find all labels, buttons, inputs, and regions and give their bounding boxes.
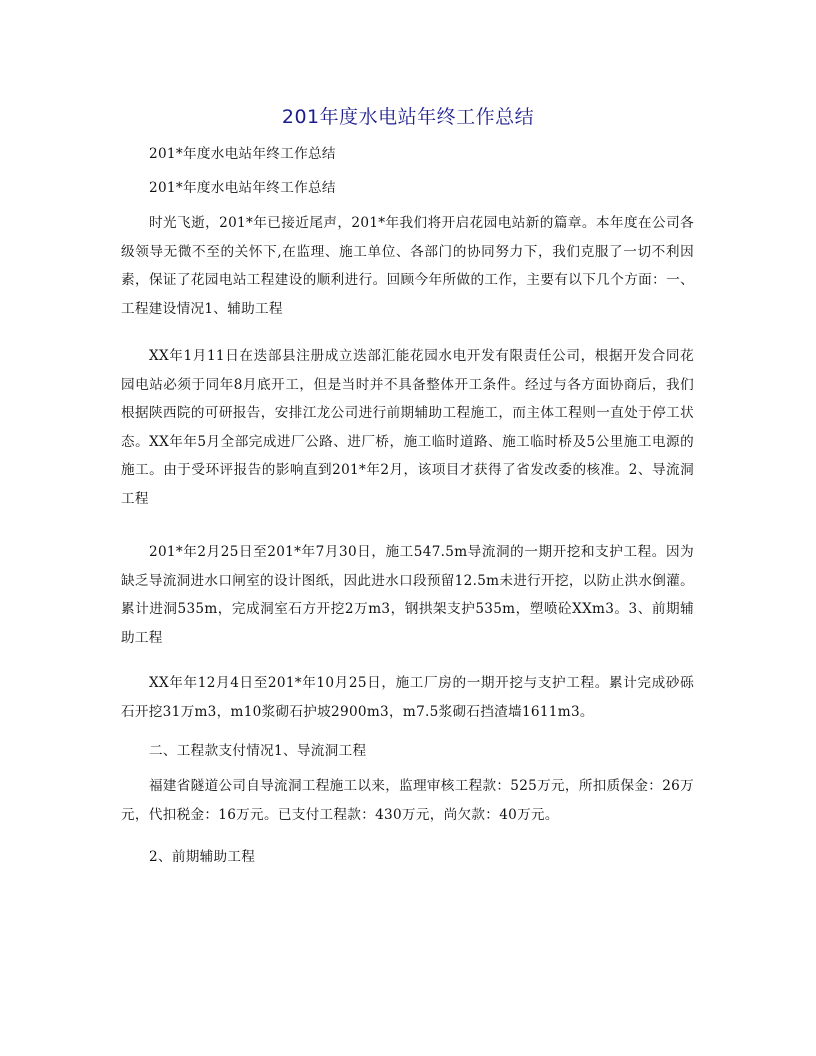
document-title: 201年度水电站年终工作总结 <box>281 106 535 128</box>
paragraph-early-works-heading: 2、前期辅助工程 <box>149 849 256 865</box>
paragraph-payment-details: 福建省隧道公司自导流洞工程施工以来，监理审核工程款：525万元，所扣质保金：26万元，代扣税金：16万元。已支付工程款：430万元，尚欠款：40万元。 <box>121 778 694 823</box>
paragraph-subtitle-1: 201*年度水电站年终工作总结 <box>149 146 336 162</box>
paragraph-subtitle-2: 201*年度水电站年终工作总结 <box>149 180 336 196</box>
paragraph-diversion-tunnel: 201*年2月25日至201*年7月30日，施工547.5m导流洞的一期开挖和支护工程。因为缺乏导流洞进水口闸室的设计图纸，因此进水口段预留12.5m未进行开挖，以防止洪水倒灌。累计进洞535m，完成洞室石方开挖2万m3，钢拱架支护535m，塑喷砼XXm3。3、前期辅助工程 <box>121 544 694 646</box>
paragraph-auxiliary-works: XX年1月11日在迭部县注册成立迭部汇能花园水电开发有限责任公司，根据开发合同花园电站必须于同年8月底开工，但是当时并不具备整体开工条件。经过与各方面协商后，我们根据陕西院的可研报告，安排江龙公司进行前期辅助工程施工，而主体工程则一直处于停工状态。XX年年5月全部完成进厂公路、进厂桥，施工临时道路、施工临时桥及5公里施工电源的施工。由于受环评报告的影响直到201*年2月，该项目才获得了省发改委的核准。2、导流洞工程 <box>121 348 694 507</box>
paragraph-intro: 时光飞逝，201*年已接近尾声，201*年我们将开启花园电站新的篇章。本年度在公司各级领导无微不至的关怀下,在监理、施工单位、各部门的协同努力下，我们克服了一切不利因素，保证了花园电站工程建设的顺利进行。回顾今年所做的工作，主要有以下几个方面：一、工程建设情况1、辅助工程 <box>121 215 694 317</box>
paragraph-powerhouse: XX年年12月4日至201*年10月25日，施工厂房的一期开挖与支护工程。累计完成砂砾石开挖31万m3，m10浆砌石护坡2900m3，m7.5浆砌石挡渣墙1611m3。 <box>121 675 694 720</box>
paragraph-payment-heading: 二、工程款支付情况1、导流洞工程 <box>149 743 367 759</box>
